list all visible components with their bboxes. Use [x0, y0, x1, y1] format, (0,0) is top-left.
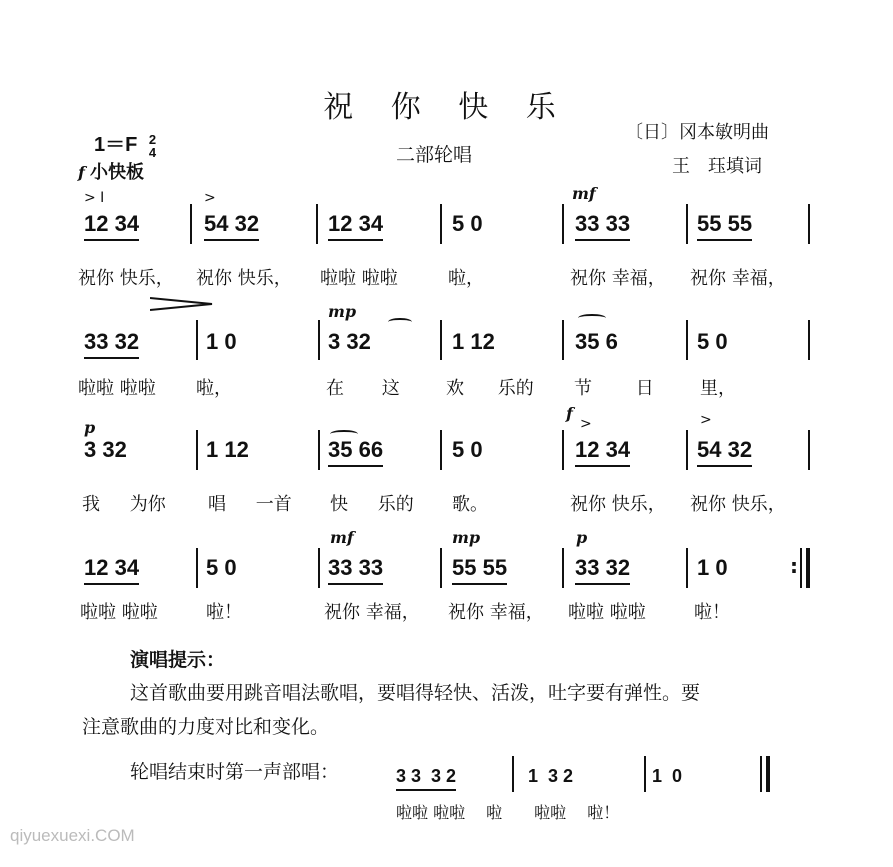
- lyric: 啦啦 啦啦: [568, 602, 646, 623]
- measure: 55 55: [697, 212, 752, 236]
- final-barline: [806, 548, 810, 588]
- measure: 33 33: [328, 556, 383, 580]
- measure: 54 32: [697, 438, 752, 462]
- dynamic-mp: mp: [452, 528, 481, 547]
- barline: [686, 320, 688, 360]
- barline: [440, 320, 442, 360]
- barline: [318, 320, 320, 360]
- accent-mark: >: [700, 412, 712, 428]
- lyric: 祝你 快乐，: [690, 494, 786, 515]
- measure: 1 12: [452, 329, 495, 354]
- measure: 5 0: [206, 555, 237, 580]
- measure: 12 34: [328, 212, 383, 236]
- barline: [760, 756, 762, 792]
- barline: [318, 548, 320, 588]
- barline: [562, 320, 564, 360]
- ending-measure: 1 0: [652, 766, 683, 786]
- composer-credit: 〔日〕冈本敏明曲: [625, 122, 769, 143]
- measure: 33 33: [575, 212, 630, 236]
- measure: 54 32: [204, 212, 259, 236]
- song-subtitle: 二部轮唱: [396, 144, 473, 166]
- barline: [316, 204, 318, 244]
- tempo-dynamic: f: [78, 163, 85, 182]
- key-signature: [94, 128, 156, 159]
- tempo-text: 小快板: [89, 162, 144, 183]
- final-barline: [766, 756, 770, 792]
- lyric: 啦，: [196, 378, 232, 399]
- measure: 1 12: [206, 437, 249, 462]
- dynamic-p: p: [84, 418, 96, 437]
- repeat-dots: :: [790, 554, 798, 578]
- measure: 3 32: [84, 437, 127, 462]
- measure: 1 0: [697, 555, 728, 580]
- decrescendo-mark: [150, 296, 214, 312]
- lyric: 欢 乐的: [446, 378, 534, 399]
- barline: [800, 548, 802, 588]
- measure: 12 34: [84, 556, 139, 580]
- hint-line-1: 这首歌曲要用跳音唱法歌唱，要唱得轻快、活泼，吐字要有弹性。要: [130, 682, 701, 704]
- barline: [512, 756, 514, 792]
- barline: [440, 430, 442, 470]
- dynamic-mp: mp: [328, 302, 357, 321]
- ending-measure: 1 3 2: [528, 766, 574, 786]
- lyric: 啦！: [206, 602, 242, 623]
- dynamic-mf: mf: [572, 184, 596, 203]
- barline: [808, 204, 810, 244]
- lyric: 啦啦 啦啦: [78, 378, 156, 399]
- lyric: 里，: [700, 378, 736, 399]
- barline: [196, 430, 198, 470]
- time-bottom: 4: [148, 144, 157, 160]
- lyric: 啦啦 啦啦: [320, 268, 398, 289]
- measure: 12 34: [575, 438, 630, 462]
- lyric: 祝你 幸福，: [448, 602, 544, 623]
- ending-lyrics: 啦啦 啦啦 啦 啦啦 啦！: [396, 803, 620, 822]
- measure: 55 55: [452, 556, 507, 580]
- lyric: 啦！: [694, 602, 730, 623]
- measure: 3 32: [328, 329, 371, 354]
- dynamic-f: f: [566, 404, 573, 423]
- lyric: 唱 一首: [208, 494, 292, 515]
- lyric: 快 乐的: [330, 494, 414, 515]
- slur-mark: [388, 318, 412, 326]
- lyric: 祝你 幸福，: [324, 602, 420, 623]
- barline: [686, 548, 688, 588]
- barline: [562, 548, 564, 588]
- barline: [318, 430, 320, 470]
- barline: [562, 430, 564, 470]
- measure: 1 0: [206, 329, 237, 354]
- barline: [562, 204, 564, 244]
- accent-mark: >: [580, 416, 592, 432]
- measure: 33 32: [84, 330, 139, 354]
- barline: [808, 320, 810, 360]
- measure: 12 34: [84, 212, 139, 236]
- barline: [196, 320, 198, 360]
- accent-mark: >: [204, 190, 216, 206]
- barline: [440, 548, 442, 588]
- barline: [644, 756, 646, 792]
- lyric: 啦，: [448, 268, 484, 289]
- barline: [196, 548, 198, 588]
- lyric: 祝你 快乐，: [196, 268, 292, 289]
- accent-mark: > I: [84, 190, 105, 206]
- song-title: 祝 你 快 乐: [323, 90, 570, 125]
- lyric: 在 这: [326, 378, 400, 399]
- time-signature: [149, 133, 156, 159]
- hint-label: 演唱提示：: [130, 649, 226, 671]
- lyric: 歌。: [452, 494, 488, 515]
- barline: [190, 204, 192, 244]
- measure: 35 66: [328, 438, 383, 462]
- ending-measure: 3 3 3 2: [396, 764, 456, 788]
- barline: [808, 430, 810, 470]
- time-top: 2: [148, 131, 157, 147]
- measure: 5 0: [452, 437, 483, 462]
- barline: [686, 430, 688, 470]
- measure: 33 32: [575, 556, 630, 580]
- lyric: 祝你 幸福，: [570, 268, 666, 289]
- lyric: 啦啦 啦啦: [80, 602, 158, 623]
- dynamic-p: p: [576, 528, 588, 547]
- measure: 5 0: [697, 329, 728, 354]
- dynamic-mf: mf: [330, 528, 354, 547]
- key-label: 1＝F: [94, 134, 138, 156]
- lyric: 节 日: [574, 378, 654, 399]
- measure: 5 0: [452, 211, 483, 236]
- barline: [686, 204, 688, 244]
- lyricist-credit: 王 珏填词: [672, 156, 762, 177]
- tempo-marking: [78, 158, 144, 184]
- slur-mark: [578, 314, 606, 322]
- lyric: 祝你 快乐，: [78, 268, 174, 289]
- lyric: 祝你 幸福，: [690, 268, 786, 289]
- watermark: qiyuexuexi.COM: [10, 826, 135, 845]
- hint-line-2: 注意歌曲的力度对比和变化。: [82, 716, 330, 738]
- measure: 35 6: [575, 329, 618, 354]
- barline: [440, 204, 442, 244]
- lyric: 祝你 快乐，: [570, 494, 666, 515]
- ending-label: 轮唱结束时第一声部唱：: [130, 761, 340, 783]
- lyric: 我 为你: [82, 494, 166, 515]
